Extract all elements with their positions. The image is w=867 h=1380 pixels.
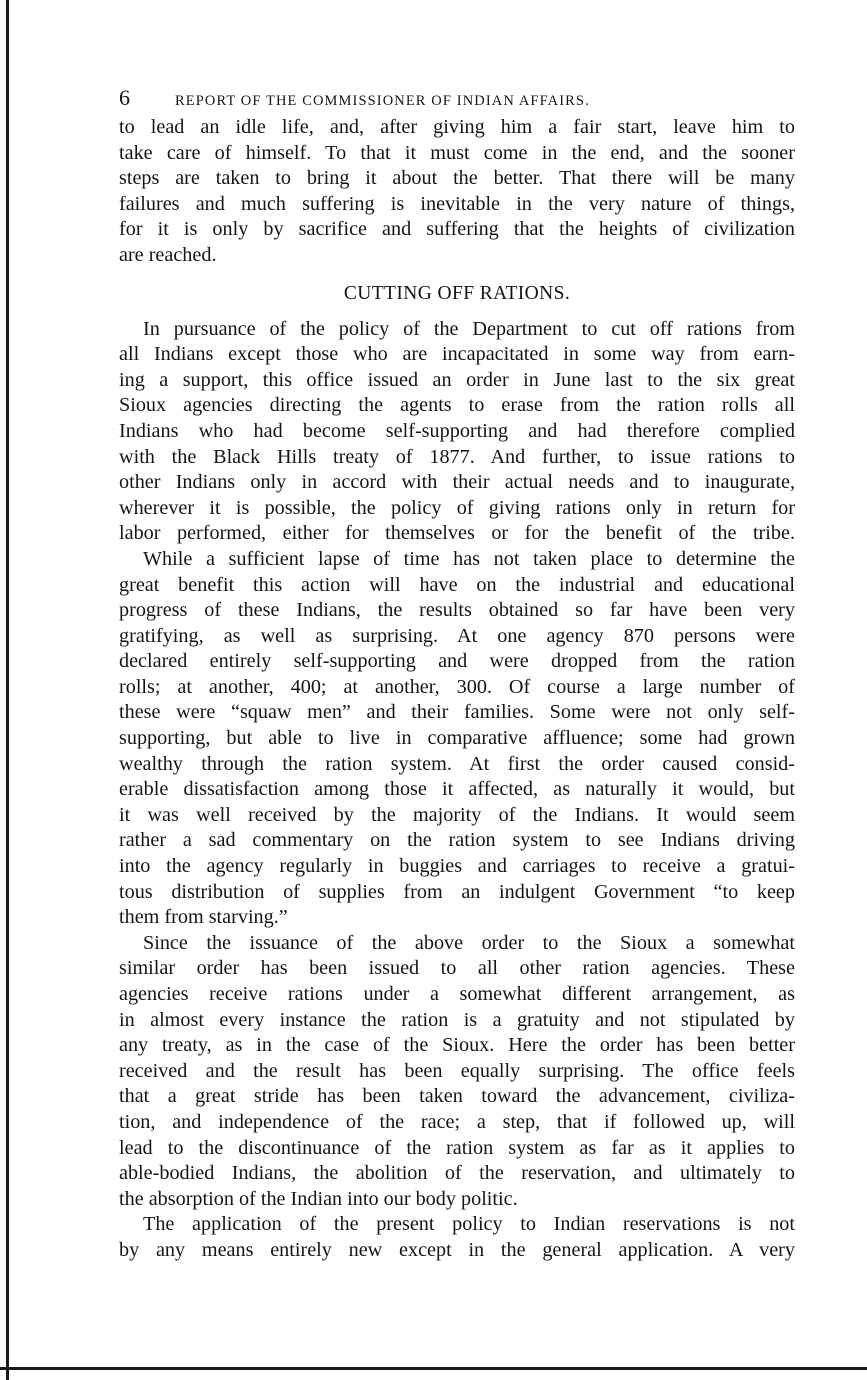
running-header: [119, 85, 795, 111]
text-line: Sioux agencies directing the agents to erase from the ration rolls all: [119, 394, 795, 417]
text-line: these were “squaw men” and their families. Some were not only self-: [119, 701, 795, 724]
text-line: take care of himself. To that it must come in the end, and the sooner: [119, 141, 795, 164]
text-line: wealthy through the ration system. At first the order caused consid-: [119, 752, 795, 775]
text-line: steps are taken to bring it about the better. That there will be many: [119, 167, 795, 190]
paragraph-policy: [119, 317, 795, 547]
text-line: gratifying, as well as surprising. At one agency 870 persons were: [119, 624, 795, 647]
page-number: 6: [119, 85, 130, 110]
text-line: tous distribution of supplies from an indulgent Government “to keep: [119, 880, 795, 903]
text-line: lead to the discontinuance of the ration system as far as it applies to: [119, 1136, 795, 1159]
text-line: supporting, but able to live in comparative affluence; some had grown: [119, 727, 795, 750]
text-line: it was well received by the majority of the Indians. It would seem: [119, 803, 795, 826]
text-line: progress of these Indians, the results obtained so far have been very: [119, 599, 795, 622]
text-line: Since the issuance of the above order to the Sioux a somewhat: [143, 931, 795, 954]
text-line: While a sufficient lapse of time has not taken place to determine the: [143, 547, 795, 570]
text-line: declared entirely self-supporting and were dropped from the ration: [119, 650, 795, 673]
text-line: in almost every instance the ration is a gratuity and not stipulated by: [119, 1008, 795, 1031]
text-line: great benefit this action will have on the industrial and educational: [119, 573, 795, 596]
text-line: rolls; at another, 400; at another, 300. Of course a large number of: [119, 675, 795, 698]
text-line: to lead an idle life, and, after giving him a fair start, leave him to: [119, 116, 795, 138]
page-edge-left: [6, 0, 9, 1380]
text-line: agencies receive rations under a somewhat different arrangement, as: [119, 983, 795, 1005]
text-line: Indians who had become self-supporting and had therefore complied: [119, 419, 795, 442]
text-line: wherever it is possible, the policy of giving rations only in return for: [119, 496, 795, 519]
text-line: In pursuance of the policy of the Department to cut off rations from: [143, 317, 795, 340]
running-title: REPORT OF THE COMMISSIONER OF INDIAN AFFAIRS.: [175, 93, 590, 109]
text-line: with the Black Hills treaty of 1877. And further, to issue rations to: [119, 445, 795, 468]
text-line: similar order has been issued to all other ration agencies. These: [119, 957, 795, 980]
text-line: by any means entirely new except in the general application. A very: [119, 1238, 795, 1261]
text-line: rather a sad commentary on the ration system to see Indians driving: [119, 829, 795, 852]
paragraph-other-agencies: [119, 931, 795, 1213]
text-line: The application of the present policy to Indian reservations is not: [143, 1213, 795, 1236]
text-line: other Indians only in accord with their actual needs and to inaugurate,: [119, 471, 795, 494]
text-line: able-bodied Indians, the abolition of the reservation, and ultimately to: [119, 1162, 795, 1185]
text-line: them from starving.”: [119, 906, 288, 929]
text-line: tion, and independence of the race; a step, that if followed up, will: [119, 1110, 795, 1133]
paragraph-application: [119, 1212, 795, 1263]
text-line: received and the result has been equally surprising. The office feels: [119, 1059, 795, 1082]
text-line: are reached.: [119, 243, 217, 266]
text-line: labor performed, either for themselves or for the benefit of the tribe.: [119, 522, 795, 545]
text-line: failures and much suffering is inevitable in the very nature of things,: [119, 192, 795, 215]
text-line: any treaty, as in the case of the Sioux. Here the order has been better: [119, 1034, 795, 1057]
document-page: [119, 85, 795, 1264]
paragraph-results: [119, 547, 795, 931]
page-edge-bottom: [0, 1367, 867, 1370]
text-line: for it is only by sacrifice and suffering that the heights of civilization: [119, 218, 795, 241]
text-line: erable dissatisfaction among those it affected, as naturally it would, but: [119, 778, 795, 801]
section-heading: CUTTING OFF RATIONS.: [343, 282, 571, 304]
text-line: the absorption of the Indian into our body politic.: [119, 1187, 518, 1210]
text-line: all Indians except those who are incapacitated in some way from earn-: [119, 343, 795, 366]
text-line: into the agency regularly in buggies and carriages to receive a gratui-: [119, 855, 795, 878]
paragraph-continuation: [119, 115, 795, 269]
text-line: ing a support, this office issued an order in June last to the six great: [119, 368, 795, 391]
text-line: that a great stride has been taken toward the advancement, civiliza-: [119, 1085, 795, 1108]
